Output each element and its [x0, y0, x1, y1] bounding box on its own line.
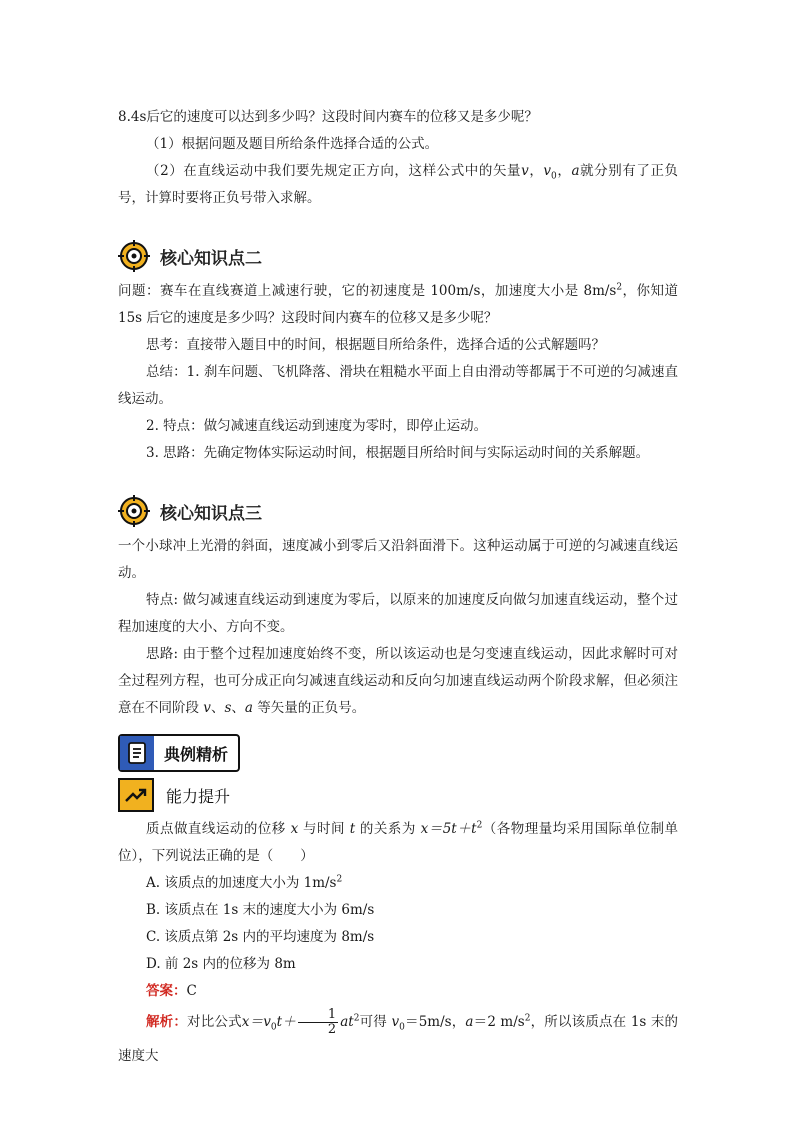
example-question [118, 816, 678, 870]
fraction-half [298, 1008, 338, 1037]
p3-end: 等矢量的正负号。 [257, 700, 366, 716]
document-body [118, 104, 678, 1073]
section-2-summary-2: 2. 特点：做匀减速直线运动到速度为零时，即停止运动。 [146, 418, 488, 434]
formula-sup: 2 [476, 820, 483, 831]
formula-1b: t＋ [276, 1014, 296, 1030]
p3-text: 思路: 由于整个过程加速度始终不变，所以该运动也是匀变速直线运动，因此求解时可对全过程列方程，也可分成正向匀减速直线运动和反向匀加速直线运动两个阶段求解，但必须注意在不同阶段 [118, 646, 678, 716]
var-v: v [521, 163, 529, 179]
var-v0-sub: 0 [551, 171, 557, 182]
trend-up-icon [118, 778, 154, 812]
tip-2-text: （2）在直线运动中我们要先规定正方向，这样公式中的矢量 [146, 163, 522, 179]
tip-2-end: 就分别有了正负号，计算时要将正负号带入求解。 [118, 163, 679, 206]
var-v0: v [391, 1014, 400, 1030]
section-2-heading [118, 238, 678, 274]
ability-heading [118, 778, 678, 812]
section-3-p3 [118, 641, 678, 722]
var-x: x [290, 821, 299, 837]
fraction-denominator: 2 [327, 1022, 337, 1037]
var-s: s [224, 700, 232, 716]
tip-2: （2）在直线运动中我们要先规定正方向，这样公式中的矢量v，$v_0$，a就分别有了正负号，计算时要将正负号带入求解。 [118, 163, 679, 206]
q-text: 质点做直线运动的位移 [146, 821, 286, 837]
q-text-d: （各物理量均采用国际单位制单位），下列说法正确的是（ ） [118, 821, 679, 864]
answer-value: C [186, 983, 197, 999]
separator: 、 [231, 700, 245, 716]
target-icon [118, 240, 150, 272]
fraction-numerator: 1 [298, 1008, 338, 1023]
var-v0-sub: 0 [399, 1022, 405, 1033]
option-a-text: A. 该质点的加速度大小为 1m/s [146, 875, 337, 891]
option-a-sup: 2 [336, 874, 343, 885]
section-2-think: 思考：直接带入题目中的时间，根据题目所给条件，选择合适的公式解题吗？ [146, 337, 605, 353]
target-icon [118, 495, 150, 527]
question-text-2: ，你知道15s 后它的速度是多少吗？这段时间内赛车的位移又是多少呢？ [118, 283, 678, 326]
option-c: C. 该质点第 2s 内的平均速度为 8m/s [146, 929, 375, 945]
section-2-summary-3: 3. 思路：先确定物体实际运动时间，根据题目所给时间与实际运动时间的关系解题。 [146, 445, 650, 461]
option-d: D. 前 2s 内的位移为 8m [146, 956, 296, 972]
exp-text-c: ＝5m/s， [404, 1014, 466, 1030]
var-a: a [244, 700, 253, 716]
section-3-p2: 特点: 做匀减速直线运动到速度为零后，以原来的加速度反向做匀加速直线运动，整个过程加速度的大小、方向不变。 [118, 592, 678, 635]
document-icon [120, 736, 154, 770]
var-t: t [349, 821, 356, 837]
section-2-summary-1: 总结：1. 刹车问题、飞机降落、滑块在粗糙水平面上自由滑动等都属于不可逆的匀减速直线运动。 [118, 364, 678, 407]
example-badge-label: 典例精析 [164, 744, 229, 764]
explanation-label: 解析： [146, 1014, 188, 1030]
formula: x＝5t＋t [420, 821, 477, 837]
exp-text-e: ，所以该质点在 1s 末的速度大 [118, 1014, 679, 1064]
explanation-line [118, 1005, 678, 1073]
section-3-p1: 一个小球冲上光滑的斜面，速度减小到零后又沿斜面滑下。这种运动属于可逆的匀减速直线运动。 [118, 538, 678, 581]
exp-sup: 2 [524, 1013, 531, 1024]
var-a: a [465, 1014, 474, 1030]
var-v: v [203, 700, 211, 716]
question-text: 问题：赛车在直线赛道上减速行驶，它的初速度是 100m/s，加速度大小是 8m/s [118, 283, 617, 299]
q-text-b: 与时间 [302, 821, 345, 837]
var-a: a [571, 163, 580, 179]
formula-2-sup: 2 [353, 1013, 360, 1024]
section-2-title: 核心知识点二 [160, 248, 262, 269]
exp-text: 对比公式 [187, 1014, 242, 1030]
formula-1: x＝v [241, 1014, 271, 1030]
section-2-question [118, 278, 678, 332]
answer-label: 答案： [146, 983, 187, 999]
question-sup: 2 [616, 282, 623, 293]
ability-title: 能力提升 [166, 786, 231, 806]
formula-1-sub: 0 [270, 1022, 277, 1033]
section-3-heading [118, 493, 678, 529]
q-text-c: 的关系为 [359, 821, 416, 837]
exp-text-d: ＝2 m/s [473, 1014, 525, 1030]
example-badge [118, 734, 240, 772]
option-a [118, 870, 678, 897]
option-b: B. 该质点在 1s 末的速度大小为 6m/s [146, 902, 375, 918]
intro-line: 8.4s后它的速度可以达到多少吗？这段时间内赛车的位移又是多少呢？ [118, 109, 538, 125]
section-3-title: 核心知识点三 [160, 503, 262, 524]
answer-line [118, 978, 678, 1005]
exp-text-b: 可得 [359, 1014, 387, 1030]
tip-1: （1）根据问题及题目所给条件选择合适的公式。 [146, 136, 439, 152]
formula-2: at [340, 1014, 354, 1030]
separator: 、 [210, 700, 225, 716]
var-v0: v [543, 163, 552, 179]
